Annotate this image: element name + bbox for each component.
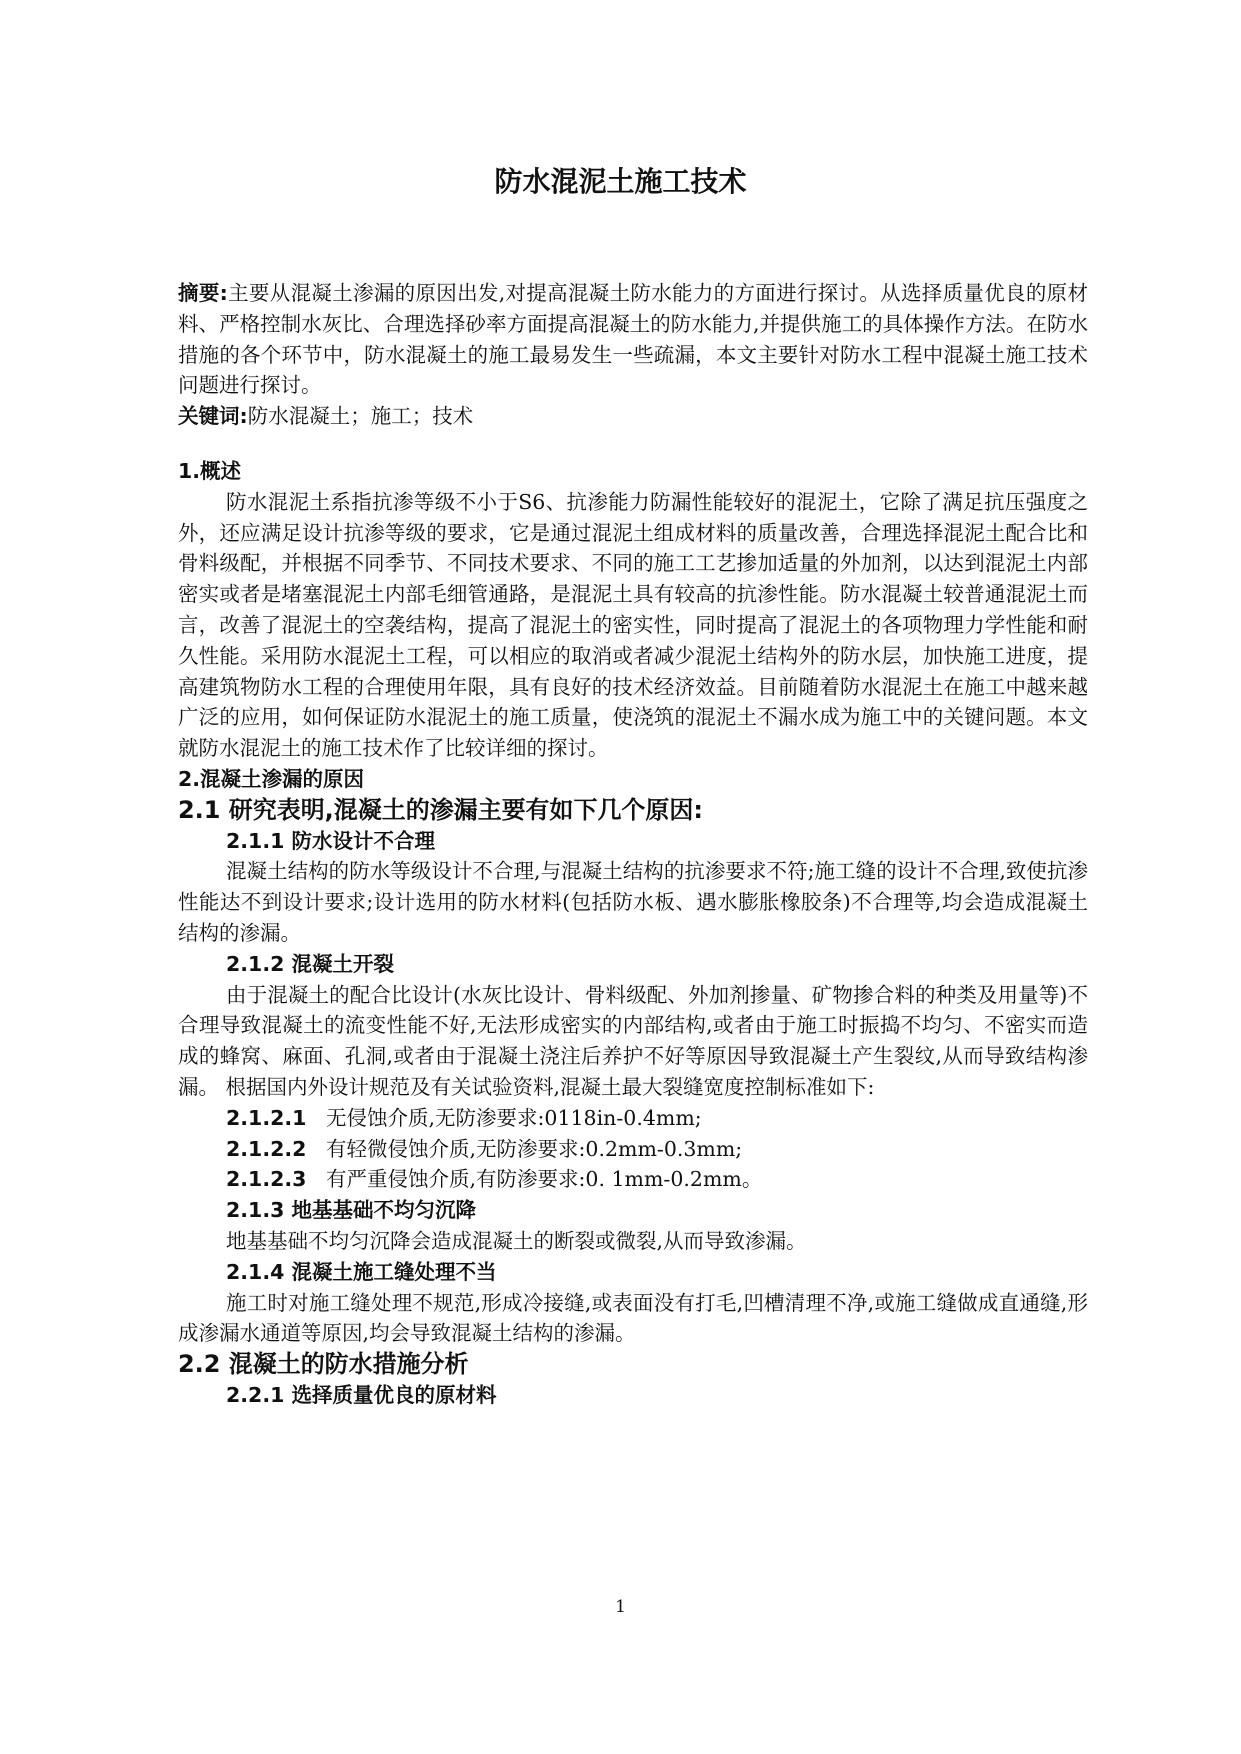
list-item-number: 2.1.2.2 <box>226 1136 307 1161</box>
keywords-label: 关键词: <box>178 404 248 429</box>
section-2-1-3-heading: 2.1.3 地基基础不均匀沉降 <box>226 1198 477 1223</box>
page-number: 1 <box>615 1597 626 1617</box>
list-item <box>178 1134 1088 1165</box>
keywords <box>178 401 1088 432</box>
list-item-text: 无侵蚀介质,无防渗要求:0118in-0.4mm; <box>326 1105 702 1130</box>
section-2-1-4-paragraph: 施工时对施工缝处理不规范,形成冷接缝,或表面没有打毛,凹槽清理不净,或施工缝做成直通缝,形成渗漏水通道等原因,均会导致混凝土结构的渗漏。 <box>178 1290 1088 1346</box>
abstract <box>178 278 1088 401</box>
list-item-text: 有严重侵蚀介质,有防渗要求:0. 1mm-0.2mm。 <box>326 1167 763 1192</box>
list-item-text: 有轻微侵蚀介质,无防渗要求:0.2mm-0.3mm; <box>326 1136 743 1161</box>
section-2-1-2-heading: 2.1.2 混凝土开裂 <box>226 951 395 976</box>
abstract-text: 主要从混凝土渗漏的原因出发,对提高混凝土防水能力的方面进行探讨。从选择质量优良的原材料、严格控制水灰比、合理选择砂率方面提高混凝土的防水能力,并提供施工的具体操作方法。在防水措施的各个环节中，防水混凝土的施工最易发生一些疏漏，本文主要针对防水工程中混凝土施工技术问题进行探讨。 <box>178 281 1088 398</box>
list-item-number: 2.1.2.1 <box>226 1105 307 1130</box>
section-2-1-2-paragraph: 由于混凝土的配合比设计(水灰比设计、骨料级配、外加剂掺量、矿物掺合料的种类及用量等)不合理导致混凝土的流变性能不好,无法形成密实的内部结构,或者由于施工时振捣不均匀、不密实而造成的蜂窝、麻面、孔洞,或者由于混凝土浇注后养护不好等原因导致混凝土产生裂纹,从而导致结构渗漏。 根据国内外设计规范及有关试验资料,混凝土最大裂缝宽度控制标准如下: <box>178 982 1088 1099</box>
section-2-1-heading: 2.1 研究表明,混凝土的渗漏主要有如下几个原因: <box>178 795 703 824</box>
list-item-number: 2.1.2.3 <box>226 1167 307 1192</box>
abstract-label: 摘要: <box>178 281 228 305</box>
section-2-1-3-paragraph: 地基基础不均匀沉降会造成混凝土的断裂或微裂,从而导致渗漏。 <box>226 1228 807 1253</box>
section-2-1-1-paragraph: 混凝土结构的防水等级设计不合理,与混凝土结构的抗渗要求不符;施工缝的设计不合理,致使抗渗性能达不到设计要求;设计选用的防水材料(包括防水板、遇水膨胀橡胶条)不合理等,均会造成混凝土结构的渗漏。 <box>178 859 1088 945</box>
document-body <box>178 278 1088 1411</box>
section-1-heading: 1.概述 <box>178 458 242 483</box>
section-2-heading: 2.混凝土渗漏的原因 <box>178 766 365 791</box>
keywords-text: 防水混凝土；施工；技术 <box>247 404 474 429</box>
section-2-2-1-heading: 2.2.1 选择质量优良的原材料 <box>226 1382 497 1407</box>
section-2-2-heading: 2.2 混凝土的防水措施分析 <box>178 1350 469 1379</box>
section-2-1-1-heading: 2.1.1 防水设计不合理 <box>226 828 436 853</box>
section-1-paragraph: 防水混泥土系指抗渗等级不小于S6、抗渗能力防漏性能较好的混泥土，它除了满足抗压强度之外，还应满足设计抗渗等级的要求，它是通过混泥土组成材料的质量改善，合理选择混泥土配合比和骨料级配，并根据不同季节、不同技术要求、不同的施工工艺掺加适量的外加剂，以达到混泥土内部密实或者是堵塞混泥土内部毛细管通路，是混泥土具有较高的抗渗性能。防水混凝土较普通混泥土而言，改善了混泥土的空袭结构，提高了混泥土的密实性，同时提高了混泥土的各项物理力学性能和耐久性能。采用防水混泥土工程，可以相应的取消或者减少混泥土结构外的防水层，加快施工进度，提高建筑物防水工程的合理使用年限，具有良好的技术经济效益。目前随着防水混泥土在施工中越来越广泛的应用，如何保证防水混泥土的施工质量，使浇筑的混泥土不漏水成为施工中的关键问题。本文就防水混泥土的施工技术作了比较详细的探讨。 <box>178 489 1088 761</box>
document-title: 防水混泥土施工技术 <box>494 165 747 198</box>
list-item <box>178 1164 1088 1195</box>
section-2-1-4-heading: 2.1.4 混凝土施工缝处理不当 <box>226 1259 497 1284</box>
list-item <box>178 1103 1088 1134</box>
